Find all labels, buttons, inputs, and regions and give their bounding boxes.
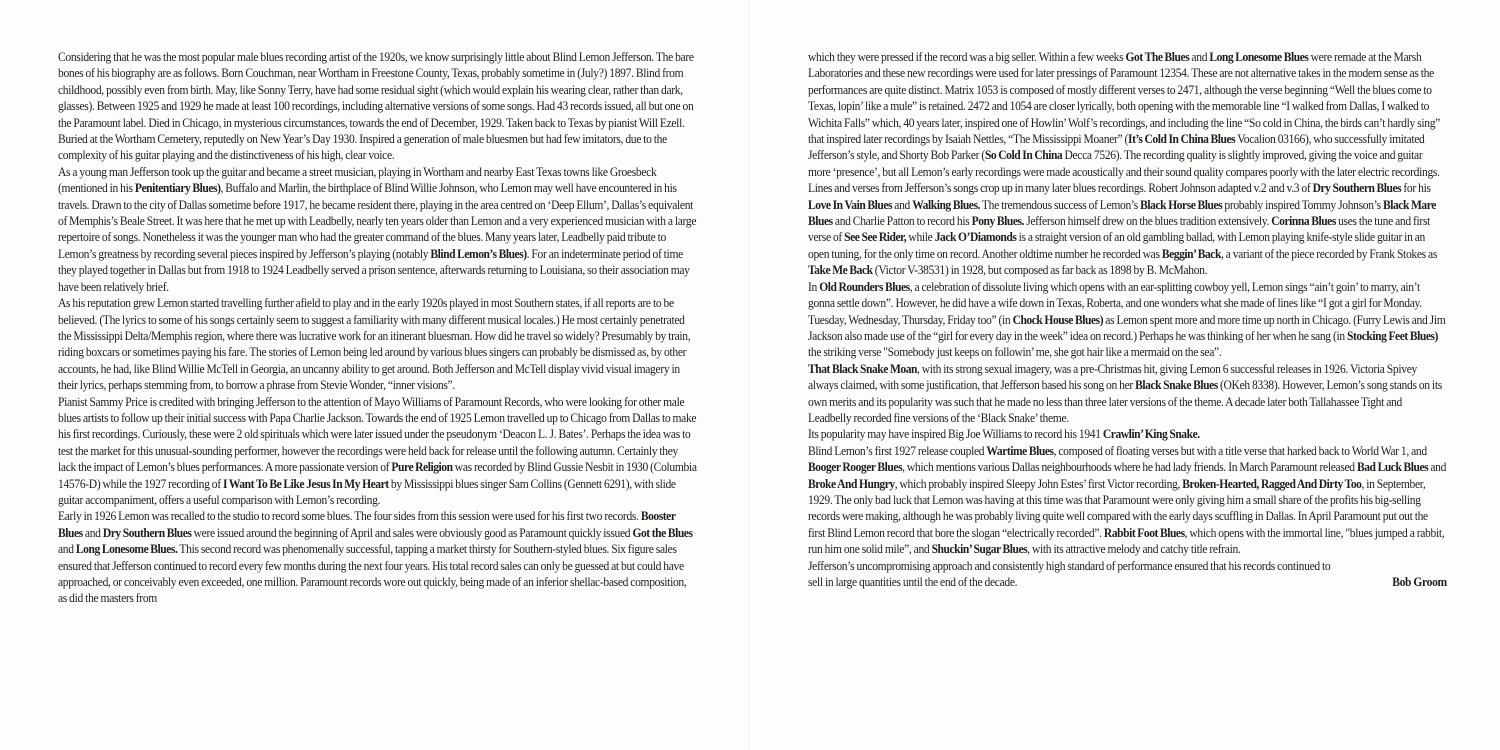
song-title: Penitentiary Blues) — [134, 181, 221, 196]
song-title: Stocking Feet Blues) — [1347, 328, 1438, 343]
song-title: That Black Snake Moan — [808, 361, 918, 376]
paragraph-old-rounders: In Old Rounders Blues, a celebration of dissolute living which opens with an ear-splitting cowboy yell, Lemon sings “ain’t goin’ to marry, ain’t gonna settle down”. However, he did have a wife down in Texas, Roberta, and one wonders what she made of lines like “I got a girl for Monday. Tuesday, Wednesday, Thursday, Friday too” (in Chock House Blues) as Lemon spent more and more time up north in Chicago. (Furry Lewis and Jim Jackson also made use of the “girl for every day in the week” idea on record.) Perhaps he was thinking of her when he sang (in Stocking Feet Blues) the striking verse "Somebody just keeps on followin’ me, she got hair like a mermaid on the sea”. — [808, 279, 1446, 360]
paragraph-king-snake: Its popularity may have inspired Big Joe Williams to record his 1941 Crawlin’ King Snake. — [808, 427, 1200, 442]
song-title: Blind Lemon’s Blues) — [430, 246, 527, 261]
song-title: Dry Southern Blues — [1312, 181, 1402, 196]
left-page-column — [58, 49, 697, 607]
song-title: Booger Rooger Blues — [808, 460, 903, 475]
song-title: Chock House Blues) — [1012, 312, 1104, 327]
paragraph-first-records: Early in 1926 Lemon was recalled to the studio to record some blues. The four sides from this session were used for his first two records. Booster Blues and Dry Southern Blues were issued around the beginning of April and sales were obviously good as Paramount quickly issued Got the Blues and Long Lonesome Blues. This second record was phenomenally successful, tapping a market thirsty for Southern-styled blues. Six figure sales ensured that Jefferson continued to record every few months during the next four years. His total record sales can only be guessed at but could have approached, or conceivably even exceeded, one million. Paramount records wore out quickly, being made of an inferior shellac-based composition, as did the masters from — [58, 509, 693, 606]
song-title: Beggin’ Back — [1161, 246, 1221, 261]
song-title: Long Lonesome Blues — [1209, 50, 1309, 64]
paragraph-remakes: which they were pressed if the record was a big seller. Within a few weeks Got The Blues and Long Lonesome Blues were remade at the Marsh Laboratories and these new recordings were used for later pressings of Paramount 12354. These are not alternative takes in the modern sense as the performances are quite distinct. Matrix 1053 is composed of mostly different verses to 2471, although the verse beginning “Well the blues come to Texas, lopin’ like a mule” is retained. 2472 and 1054 are closer lyrically, both opening with the memorable line “I walked from Dallas, I walked to Wichita Falls” which, 40 years later, inspired one of Howlin’ Wolf’s recordings, and including the line “So cold in China, the birds can’t hardly sing” that inspired later recordings by Isaiah Nettles, “The Mississippi Moaner” (It’s Cold In China Blues Vocalion 03166), who successfully imitated Jefferson’s style, and Shorty Bob Parker (So Cold In China Decca 7526). The recording quality is slightly improved, giving the voice and guitar more ‘presence’, but all Lemon’s early recordings were made acoustically and their sound quality compares poorly with the later electric recordings. — [808, 50, 1440, 179]
song-title: Black Mare Blues — [808, 197, 1436, 229]
song-title: Old Rounders Blues — [819, 279, 910, 294]
song-title: See See Rider, — [844, 230, 907, 245]
right-page — [750, 0, 1500, 750]
song-title: Broke And Hungry — [808, 476, 895, 491]
song-title: So Cold In China — [984, 148, 1063, 163]
song-title: Got the Blues — [632, 525, 693, 540]
song-title: Bad Luck Blues — [1356, 460, 1429, 475]
song-title: Love In Vain Blues — [808, 197, 893, 212]
song-title: Black Snake Blues — [1135, 378, 1218, 393]
paragraph-black-snake: That Black Snake Moan, with its strong sexual imagery, was a pre-Christmas hit, giving Lemon 6 successful releases in 1926. Victoria Spivey always claimed, with some justification, that Jefferson based his song on her Black Snake Blues (OKeh 8338). However, Lemon’s song stands on its own merits and its popularity was such that he made no less than three later versions of the theme. A decade later both Tallahassee Tight and Leadbelly recorded fine versions of the ‘Black Snake’ theme. — [808, 361, 1442, 425]
song-title: Corinna Blues — [1271, 214, 1336, 229]
paragraph-influence: Lines and verses from Jefferson’s songs crop up in many later blues recordings. Robert Johnson adapted v.2 and v.3 of Dry Southern Blues for his Love In Vain Blues and Walking Blues. The tremendous success of Lemon’s Black Horse Blues probably inspired Tommy Johnson’s Black Mare Blues and Charlie Patton to record his Pony Blues. Jefferson himself drew on the blues tradition extensively. Corinna Blues uses the tune and first verse of See See Rider, while Jack O’Diamonds is a straight version of an old gambling ballad, with Lemon playing knife-style slide guitar in an open tuning, for the only time on record. Another oldtime number he recorded was Beggin’ Back, a variant of the piece recorded by Frank Stokes as Take Me Back (Victor V-38531) in 1928, but composed as far back as 1898 by B. McMahon. — [808, 181, 1438, 278]
right-page-column — [808, 49, 1447, 590]
paragraph-1927: Blind Lemon’s first 1927 release coupled Wartime Blues, composed of floating verses but with a title verse that harked back to World War 1, and Booger Rooger Blues, which mentions various Dallas neighbourhoods where he had lady friends. In March Paramount released Bad Luck Blues and Broke And Hungry, which probably inspired Sleepy John Estes’ first Victor recording, Broken-Hearted, Ragged And Dirty Too, in September, 1929. The only bad luck that Lemon was having at this time was that Paramount were only giving him a small share of the profits his big-selling records were making, although he was probably living quite well compared with the early days scuffling in Dallas. In April Paramount put out the first Blind Lemon record that bore the slogan “electrically recorded”. Rabbit Foot Blues, which opens with the immortal line, "blues jumped a rabbit, run him one solid mile”, and Shuckin’ Sugar Blues, with its attractive melody and catchy title refrain. — [808, 443, 1447, 557]
song-title: Jack O’Diamonds — [934, 230, 1017, 245]
author-signature: Bob Groom — [1392, 575, 1447, 589]
paragraph-closing: Jefferson’s uncompromising approach and consistently high standard of performance ensured that his records continued to — [808, 558, 1331, 573]
song-title: Black Horse Blues — [1140, 197, 1223, 212]
paragraph-travels: As his reputation grew Lemon started travelling further afield to play and in the early 1920s played in most Southern states, if all reports are to be believed. (The lyrics to some of his songs certainly seem to suggest a familiarity with many different musical locales.) He most certainly penetrated the Mississippi Delta/Memphis region, where there was lucrative work for an itinerant bluesman. How did he travel so widely? Presumably by train, riding boxcars or sometimes paying his fare. The stories of Lemon being led around by various blues singers can probably be dismissed as, by other accounts, he had, like Blind Willie McTell in Georgia, an uncanny ability to get around. Both Jefferson and McTell display vivid visual imagery in their lyrics, perhaps stemming from, to borrow a phrase from Stevie Wonder, “inner visions”. — [58, 296, 691, 393]
song-title: Dry Southern Blues — [102, 525, 192, 540]
song-title: Pony Blues. — [971, 214, 1024, 229]
song-title: I Want To Be Like Jesus In My Heart — [222, 476, 389, 491]
paragraph-biography: Considering that he was the most popular male blues recording artist of the 1920s, we know surprisingly little about Blind Lemon Jefferson. The bare bones of his biography are as follows. Born Couchman, near Wortham in Freestone County, Texas, probably sometime in (July?) 1897. Blind from childhood, possibly even from birth. May, like Sonny Terry, have had some residual sight (which would explain his wearing clear, rather than dark, glasses). Between 1925 and 1929 he made at least 100 recordings, including alternative versions of some songs. Had 43 records issued, all but one on the Paramount label. Died in Chicago, in mysterious circumstances, towards the end of December, 1929. Taken back to Texas by pianist Will Ezell. Buried at the Wortham Cemetery, reputedly on New Year’s Day 1930. Inspired a generation of male bluesmen but had few imitators, due to the complexity of his guitar playing and the distinctiveness of his high, clear voice. — [58, 50, 694, 163]
paragraph-dallas: As a young man Jefferson took up the guitar and became a street musician, playing in Wortham and nearby East Texas towns like Groesbeck (mentioned in his Penitentiary Blues), Buffalo and Marlin, the birthplace of Blind Willie Johnson, who Lemon may well have encountered in his travels. Drawn to the city of Dallas sometime before 1917, he became resident there, playing in the area centred on ‘Deep Ellum’, Dallas’s equivalent of Memphis’s Beale Street. It was here that he met up with Leadbelly, nearly ten years older than Lemon and a very experienced musician with a large repertoire of songs. Nonetheless it was the younger man who had the greater command of the blues. Many years later, Leadbelly paid tribute to Lemon’s greatness by recording several pieces inspired by Jefferson’s playing (notably Blind Lemon’s Blues). For an indeterminate period of time they played together in Dallas but from 1918 to 1924 Leadbelly served a prison sentence, afterwards returning to Louisiana, so their association may have been relatively brief. — [58, 164, 697, 294]
song-title: It’s Cold In China Blues — [1128, 132, 1236, 147]
song-title: Shuckin’ Sugar Blues — [931, 542, 1028, 557]
paragraph-paramount: Pianist Sammy Price is credited with bringing Jefferson to the attention of Mayo Williams of Paramount Records, who were looking for other male blues artists to follow up their initial success with Papa Charlie Jackson. Towards the end of 1925 Lemon travelled up to Chicago from Dallas to make his first recordings. Curiously, these were 2 old spirituals which were later issued under the pseudonym ‘Deacon L. J. Bates’. Perhaps the idea was to test the market for this unusual-sounding performer, however the recordings were held back for release until the following autumn. Certainly they lack the impact of Lemon’s blues performances. A more passionate version of Pure Religion was recorded by Blind Gussie Nesbit in 1930 (Columbia 14576-D) while the 1927 recording of I Want To Be Like Jesus In My Heart by Mississippi blues singer Sam Collins (Gennett 6291), with slide guitar accompaniment, offers a useful comparison with Lemon’s recording. — [58, 394, 697, 507]
song-title: Walking Blues. — [912, 197, 980, 212]
closing-line: sell in large quantities until the end of the decade. Bob Groom — [808, 575, 1447, 589]
song-title: Crawlin’ King Snake. — [1102, 427, 1200, 442]
song-title: Take Me Back — [808, 263, 873, 278]
song-title: Rabbit Foot Blues — [1103, 525, 1185, 540]
song-title: Long Lonesome Blues. — [75, 542, 178, 557]
song-title: Wartime Blues — [986, 443, 1054, 458]
song-title: Got The Blues — [1125, 50, 1190, 64]
song-title: Booster Blues — [58, 509, 676, 540]
song-title: Broken-Hearted, Ragged And Dirty Too — [1182, 476, 1362, 491]
song-title: Pure Religion — [391, 460, 453, 475]
